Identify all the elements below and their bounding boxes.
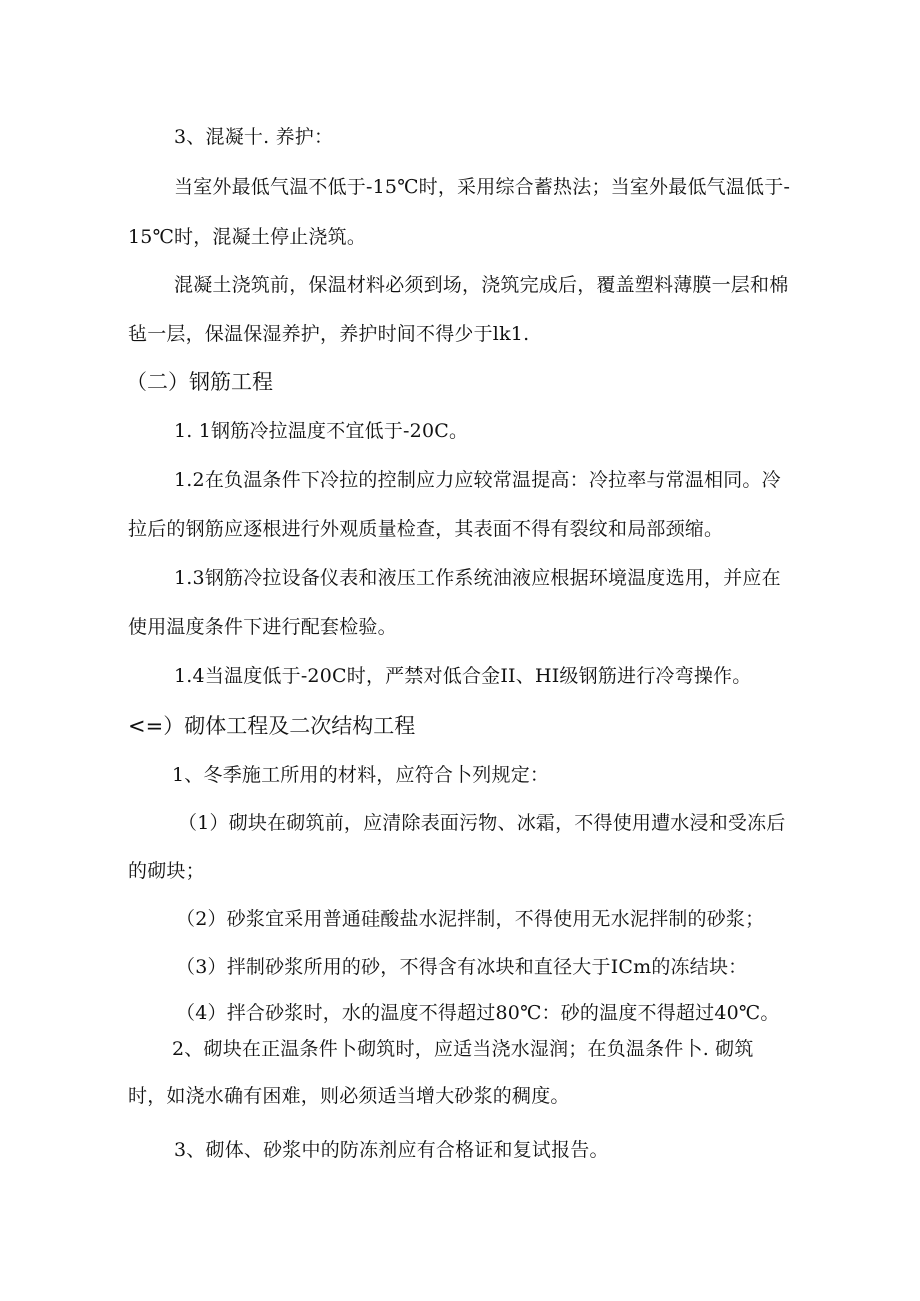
paragraph-line: 1.2在负温条件下冷拉的控制应力应较常温提高：冷拉率与常温相同。冷 <box>174 469 781 491</box>
paragraph-line: 的砌块； <box>128 860 205 882</box>
paragraph-line: 时，如浇水确有困难，则必须适当增大砂浆的稠度。 <box>128 1085 570 1107</box>
paragraph-line: 2、砌块在正温条件卜砌筑时，应适当浇水湿润；在负温条件卜. 砌筑 <box>172 1038 754 1060</box>
paragraph-line: 毡一层，保温保湿养护，养护时间不得少于lk1. <box>128 323 530 345</box>
section-heading: （二）钢筋工程 <box>126 370 273 394</box>
paragraph-line: 1、冬季施工所用的材料，应符合卜列规定： <box>172 764 550 786</box>
paragraph-line: （2）砂浆宜采用普通硅酸盐水泥拌制，不得使用无水泥拌制的砂浆； <box>176 908 765 930</box>
paragraph-line: 混凝土浇筑前，保温材料必须到场，浇筑完成后，覆盖塑料薄膜一层和棉 <box>174 274 789 296</box>
section-heading: <=）砌体工程及二次结构工程 <box>128 714 416 738</box>
paragraph-line: （3）拌制砂浆所用的砂，不得含有冰块和直径大于ICm的冻结块： <box>176 956 748 978</box>
paragraph-line: 拉后的钢筋应逐根进行外观质量检查，其表面不得有裂纹和局部颈缩。 <box>128 518 724 540</box>
paragraph-line: 1.3钢筋冷拉设备仪表和液压工作系统油液应根据环境温度选用，并应在 <box>174 567 781 589</box>
paragraph-line: （4）拌合砂浆时，水的温度不得超过80℃：砂的温度不得超过40℃。 <box>176 1002 780 1024</box>
paragraph-line: 使用温度条件下进行配套检验。 <box>128 616 397 638</box>
paragraph-line: 1. 1钢筋冷拉温度不宜低于-20C。 <box>174 420 469 442</box>
paragraph-line: （1）砌块在砌筑前，应清除表面污物、冰霜，不得使用遭水浸和受冻后 <box>178 812 786 834</box>
paragraph-line: 1.4当温度低于-20C时，严禁对低合金II、HI级钢筋进行冷弯操作。 <box>174 665 752 687</box>
paragraph-line: 3、混凝十. 养护： <box>174 126 334 148</box>
paragraph-line: 15℃时，混凝土停止浇筑。 <box>128 226 367 248</box>
paragraph-line: 3、砌体、砂浆中的防冻剂应有合格证和复试报告。 <box>174 1139 609 1161</box>
paragraph-line: 当室外最低气温不低于-15℃时，采用综合蓄热法；当室外最低气温低于- <box>174 176 791 198</box>
